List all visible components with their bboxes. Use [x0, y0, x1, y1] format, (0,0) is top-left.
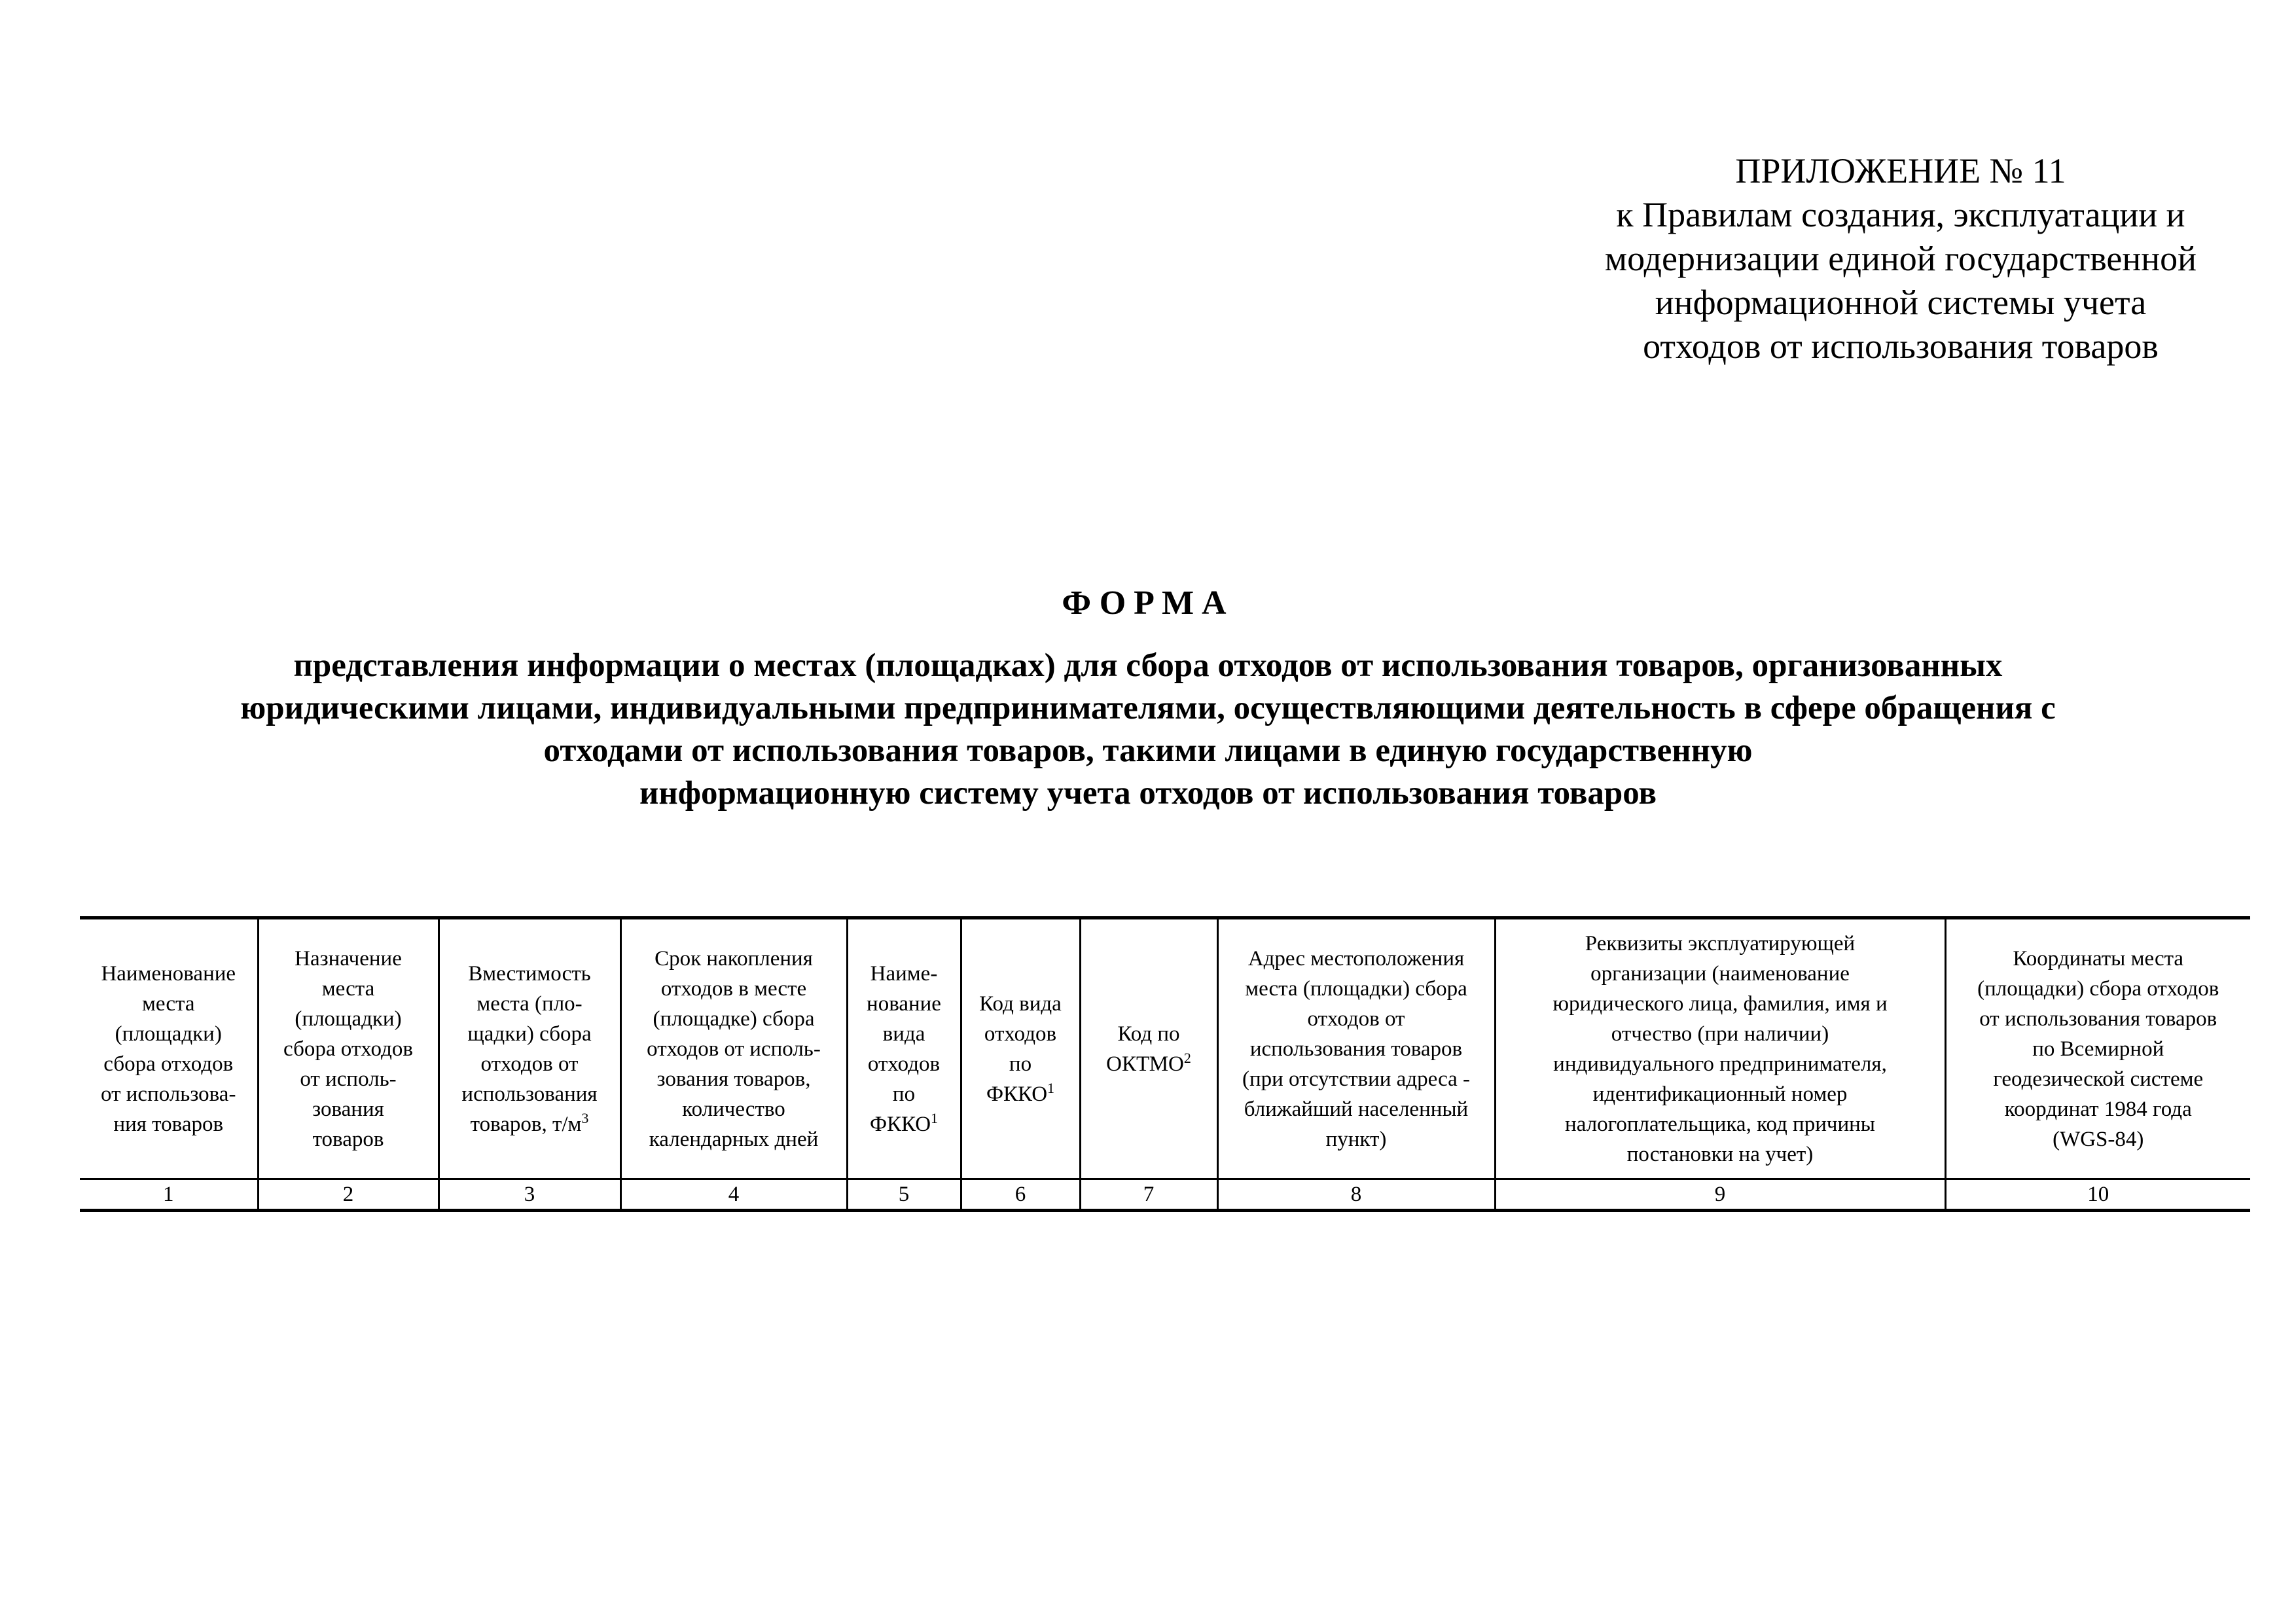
column-header: [847, 918, 961, 1179]
footnote-mark: 1: [931, 1109, 939, 1126]
appendix-line: модернизации единой государственной: [1604, 239, 2197, 278]
column-header: [80, 918, 258, 1179]
column-number: 6: [961, 1179, 1080, 1211]
column-header-text: Наименование места (площадки) сбора отходов от использова- ния товаров: [101, 961, 236, 1136]
column-header: [620, 918, 847, 1179]
form-subtitle: [65, 645, 2231, 815]
appendix-line: информационной системы учета: [1655, 283, 2147, 322]
column-number: 8: [1217, 1179, 1495, 1211]
column-number: 10: [1945, 1179, 2250, 1211]
column-header: [1495, 918, 1945, 1179]
column-header: [1217, 918, 1495, 1179]
column-number-row: [80, 1179, 2250, 1211]
column-number: 7: [1080, 1179, 1217, 1211]
column-header: [1945, 918, 2250, 1179]
column-number: 1: [80, 1179, 258, 1211]
column-header-text: Вместимость места (пло- щадки) сбора отходов от использования товаров, т/м: [461, 961, 598, 1136]
subtitle-line: юридическими лицами, индивидуальными предпринимателями, осуществляющими деятельность в сфере обращения с: [240, 690, 2056, 726]
footnote-mark: 1: [1047, 1079, 1055, 1096]
footnote-mark: 2: [1183, 1049, 1191, 1066]
column-number: 2: [258, 1179, 439, 1211]
column-number: 3: [439, 1179, 620, 1211]
column-header-text: Реквизиты эксплуатирующей организации (наименование юридического лица, фамилия, имя и отчество (при наличии) индивидуального предпринимателя, идентификационный номер налогоплательщика, код причины постановки на учет): [1552, 931, 1888, 1166]
subtitle-line: представления информации о местах (площадках) для сбора отходов от использования товаров, организованных: [293, 647, 2003, 684]
column-header-text: Код по ОКТМО: [1106, 1022, 1184, 1076]
column-header-text: Наиме- нование вида отходов по ФККО: [867, 961, 941, 1136]
footnote-mark: 3: [581, 1109, 589, 1126]
column-header-text: Координаты места (площадки) сбора отходов от использования товаров по Всемирной геодезической системе координат 1984 года (WGS-84): [1977, 946, 2219, 1151]
appendix-line: ПРИЛОЖЕНИЕ № 11: [1735, 151, 2066, 190]
column-number: 9: [1495, 1179, 1945, 1211]
column-number: 4: [620, 1179, 847, 1211]
column-header-text: Назначение места (площадки) сбора отходов от исполь- зования товаров: [283, 946, 413, 1151]
subtitle-line: отходами от использования товаров, такими лицами в единую государственную: [543, 732, 1753, 769]
column-header: [961, 918, 1080, 1179]
column-header-text: Адрес местоположения места (площадки) сбора отходов от использования товаров (при отсутствии адреса - ближайший населенный пункт): [1242, 946, 1471, 1151]
form-table: [80, 916, 2250, 1212]
column-header: [1080, 918, 1217, 1179]
appendix-line: отходов от использования товаров: [1643, 327, 2159, 366]
column-header: [439, 918, 620, 1179]
column-number: 5: [847, 1179, 961, 1211]
column-header-text: Срок накопления отходов в месте (площадке) сбора отходов от исполь- зования товаров, количество календарных дней: [647, 946, 821, 1151]
subtitle-line: информационную систему учета отходов от использования товаров: [639, 775, 1657, 812]
form-title: ФОРМА: [1062, 584, 1234, 622]
column-header-text: Код вида отходов по ФККО: [979, 991, 1062, 1106]
table-header-row: [80, 918, 2250, 1179]
column-header: [258, 918, 439, 1179]
appendix-heading: [1573, 149, 2228, 368]
appendix-line: к Правилам создания, эксплуатации и: [1616, 195, 2185, 234]
